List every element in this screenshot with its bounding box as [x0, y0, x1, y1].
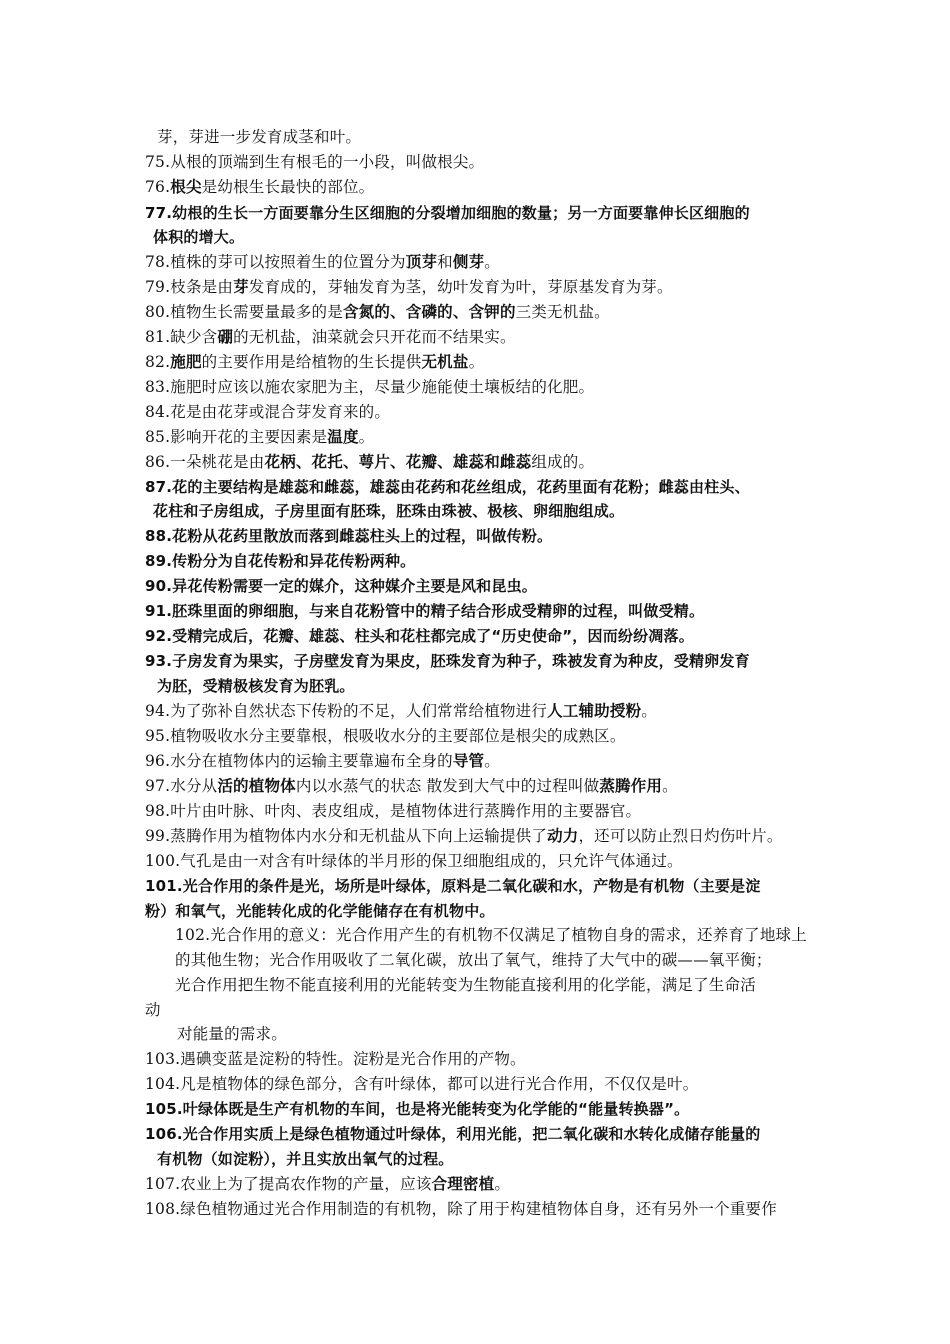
- text-run: 107.农业上为了提高农作物的产量，应该: [145, 1175, 432, 1193]
- text-run: 芽，芽进一步发育成茎和叶。: [157, 128, 362, 146]
- text-line: [145, 851, 683, 871]
- text-run: 有机物（如淀粉），并且实放出氧气的过程。: [157, 1150, 454, 1168]
- text-line: [145, 352, 484, 372]
- text-run: 动: [145, 1001, 161, 1019]
- text-line: [177, 1024, 287, 1044]
- bold-term: 根尖: [170, 178, 202, 196]
- bold-term: 蒸腾作用: [599, 777, 663, 795]
- text-line: [175, 950, 772, 970]
- text-line: [145, 751, 500, 771]
- text-run: 花柱和子房组成，子房里面有胚珠，胚珠由珠被、极核、卵细胞组成。: [153, 502, 625, 520]
- text-run: 101.光合作用的条件是光，场所是叶绿体，原料是二氧化碳和水，产物是有机物（主要是淀: [145, 877, 761, 895]
- text-run: 。: [494, 1175, 511, 1193]
- text-run: 是幼根生长最快的部位。: [201, 178, 375, 196]
- bold-term: 人工辅助授粉: [547, 702, 642, 720]
- text-line: [145, 203, 750, 223]
- text-run: 83.施肥时应该以施农家肥为主，尽量少施能使土壤板结的化肥。: [145, 378, 595, 396]
- text-run: 的主要作用是给植物的生长提供: [201, 353, 422, 371]
- text-run: 104.凡是植物体的绿色部分，含有叶绿体，都可以进行光合作用，不仅仅是叶。: [145, 1075, 699, 1093]
- text-line: [145, 1000, 161, 1020]
- text-run: 。: [484, 752, 500, 770]
- text-run: 86.一朵桃花是由: [145, 453, 265, 471]
- text-run: 105.叶绿体既是生产有机物的车间，也是将光能转变为化学能的“能量转换器”。: [145, 1100, 690, 1118]
- bold-term: 顶芽: [405, 253, 438, 271]
- text-run: 102.光合作用的意义：光合作用产生的有机物不仅满足了植物自身的需求，还养育了地球上: [175, 926, 807, 944]
- text-run: 为胚，受精极核发育为胚乳。: [157, 677, 355, 695]
- text-run: 95.植物吸收水分主要靠根，根吸收水分的主要部位是根尖的成熟区。: [145, 727, 626, 745]
- text-run: 88.花粉从花药里散放而落到雌蕊柱头上的过程，叫做传粉。: [145, 527, 553, 545]
- text-run: 发育成的，芽轴发育为茎，幼叶发育为叶，芽原基发育为芽。: [248, 278, 673, 296]
- text-run: 组成的。: [531, 453, 595, 471]
- text-run: 97.水分从: [145, 777, 218, 795]
- text-run: ，还可以防止烈日灼伤叶片。: [578, 827, 783, 845]
- text-line: [145, 551, 415, 571]
- text-run: 内以水蒸气的状态 散发到大气中的过程叫做: [295, 777, 600, 795]
- text-line: [145, 1124, 760, 1144]
- text-line: [145, 626, 694, 646]
- text-line: [145, 651, 750, 671]
- text-run: 粉）和氧气，光能转化成的化学能储存在有机物中。: [145, 902, 495, 920]
- text-run: 的其他生物；光合作用吸收了二氧化碳，放出了氧气，维持了大气中的碳——氧平衡；: [175, 951, 772, 969]
- text-line: [145, 327, 516, 347]
- text-line: [145, 427, 374, 447]
- text-run: 85.影响开花的主要因素是: [145, 428, 328, 446]
- bold-term: 动力: [547, 827, 579, 845]
- text-run: 。: [484, 253, 500, 271]
- text-run: 的无机盐，油菜就会只开花而不结果实。: [233, 328, 516, 346]
- text-line: [145, 526, 552, 546]
- text-line: [145, 1049, 526, 1069]
- text-line: [157, 1149, 454, 1169]
- bold-term: 合理密植: [431, 1175, 495, 1193]
- text-line: [145, 576, 537, 596]
- text-run: 94.为了弥补自然状态下传粉的不足，人们常常给植物进行: [145, 702, 548, 720]
- text-line: [145, 402, 390, 422]
- text-run: 三类无机盐。: [515, 303, 610, 321]
- text-run: 100.气孔是由一对含有叶绿体的半月形的保卫细胞组成的，只允许气体通过。: [145, 852, 683, 870]
- text-run: 和: [437, 253, 453, 271]
- text-line: [145, 701, 657, 721]
- text-line: [145, 801, 641, 821]
- text-run: 体积的增大。: [153, 228, 245, 246]
- text-line: [145, 477, 750, 497]
- text-line: [145, 601, 704, 621]
- text-line: [145, 1074, 698, 1094]
- text-line: [145, 452, 594, 472]
- text-run: 106.光合作用实质上是绿色植物通过叶绿体，利用光能，把二氧化碳和水转化成储存能量的: [145, 1125, 761, 1143]
- text-line: [145, 377, 594, 397]
- text-run: 93.子房发育为果实，子房壁发育为果皮，胚珠发育为种子，珠被发育为种皮，受精卵发育: [145, 652, 750, 670]
- text-line: [157, 676, 355, 696]
- text-line: [145, 726, 626, 746]
- text-line: [153, 227, 244, 247]
- text-run: 96.水分在植物体内的运输主要靠遍布全身的: [145, 752, 453, 770]
- text-run: 。: [358, 428, 375, 446]
- bold-term: 花柄、花托、萼片、花瓣、雄蕊和雌蕊: [264, 453, 532, 471]
- text-run: 光合作用把生物不能直接利用的光能转变为生物能直接利用的化学能，满足了生命活: [175, 976, 756, 994]
- bold-term: 温度: [327, 428, 359, 446]
- text-run: 78.植株的芽可以按照着生的位置分为: [145, 253, 406, 271]
- text-line: [145, 826, 783, 846]
- text-run: 对能量的需求。: [177, 1025, 287, 1043]
- text-run: 89.传粉分为自花传粉和异花传粉两种。: [145, 552, 416, 570]
- text-line: [145, 152, 484, 172]
- text-run: 80.植物生长需要量最多的是: [145, 303, 343, 321]
- bold-term: 导管: [452, 752, 485, 770]
- text-run: 103.遇碘变蓝是淀粉的特性。淀粉是光合作用的产物。: [145, 1050, 526, 1068]
- text-run: 77.幼根的生长一方面要靠分生区细胞的分裂增加细胞的数量；另一方面要靠伸长区细胞的: [145, 204, 750, 222]
- text-run: 87.花的主要结构是雄蕊和雌蕊，雄蕊由花药和花丝组成，花药里面有花粉；雌蕊由柱头、: [145, 478, 750, 496]
- text-line: [153, 501, 624, 521]
- text-run: 84.花是由花芽或混合芽发育来的。: [145, 403, 391, 421]
- text-line: [175, 925, 807, 945]
- bold-term: 含氮的、含磷的、含钾的: [342, 303, 516, 321]
- text-line: [145, 1199, 777, 1219]
- text-run: 90.异花传粉需要一定的媒介，这种媒介主要是风和昆虫。: [145, 577, 537, 595]
- text-run: 75.从根的顶端到生有根毛的一小段，叫做根尖。: [145, 153, 485, 171]
- text-run: 。: [468, 353, 485, 371]
- text-line: [145, 776, 678, 796]
- text-run: 76.: [145, 178, 171, 196]
- bold-term: 无机盐: [421, 353, 469, 371]
- text-line: [145, 177, 374, 197]
- text-run: 。: [662, 777, 678, 795]
- text-run: 91.胚珠里面的卵细胞，与来自花粉管中的精子结合形成受精卵的过程，叫做受精。: [145, 602, 705, 620]
- text-run: 79.枝条是由: [145, 278, 234, 296]
- bold-term: 活的植物体: [217, 777, 296, 795]
- text-run: 。: [641, 702, 657, 720]
- text-line: [145, 302, 610, 322]
- text-run: 81.缺少含: [145, 328, 218, 346]
- text-line: [145, 876, 760, 896]
- text-line: [145, 252, 500, 272]
- text-line: [145, 1174, 510, 1194]
- text-line: [145, 1099, 689, 1119]
- text-run: 82.: [145, 353, 171, 371]
- text-run: 99.蒸腾作用为植物体内水分和无机盐从下向上运输提供了: [145, 827, 548, 845]
- text-run: 108.绿色植物通过光合作用制造的有机物，除了用于构建植物体自身，还有另外一个重要作: [145, 1200, 777, 1218]
- text-line: [157, 127, 361, 147]
- text-line: [145, 901, 495, 921]
- bold-term: 硼: [217, 328, 234, 346]
- bold-term: 侧芽: [452, 253, 485, 271]
- text-line: [145, 277, 673, 297]
- text-line: [175, 975, 756, 995]
- bold-term: 芽: [233, 278, 249, 296]
- text-run: 92.受精完成后，花瓣、雄蕊、柱头和花柱都完成了“历史使命”，因而纷纷凋落。: [145, 627, 694, 645]
- text-run: 98.叶片由叶脉、叶肉、表皮组成，是植物体进行蒸腾作用的主要器官。: [145, 802, 642, 820]
- bold-term: 施肥: [170, 353, 202, 371]
